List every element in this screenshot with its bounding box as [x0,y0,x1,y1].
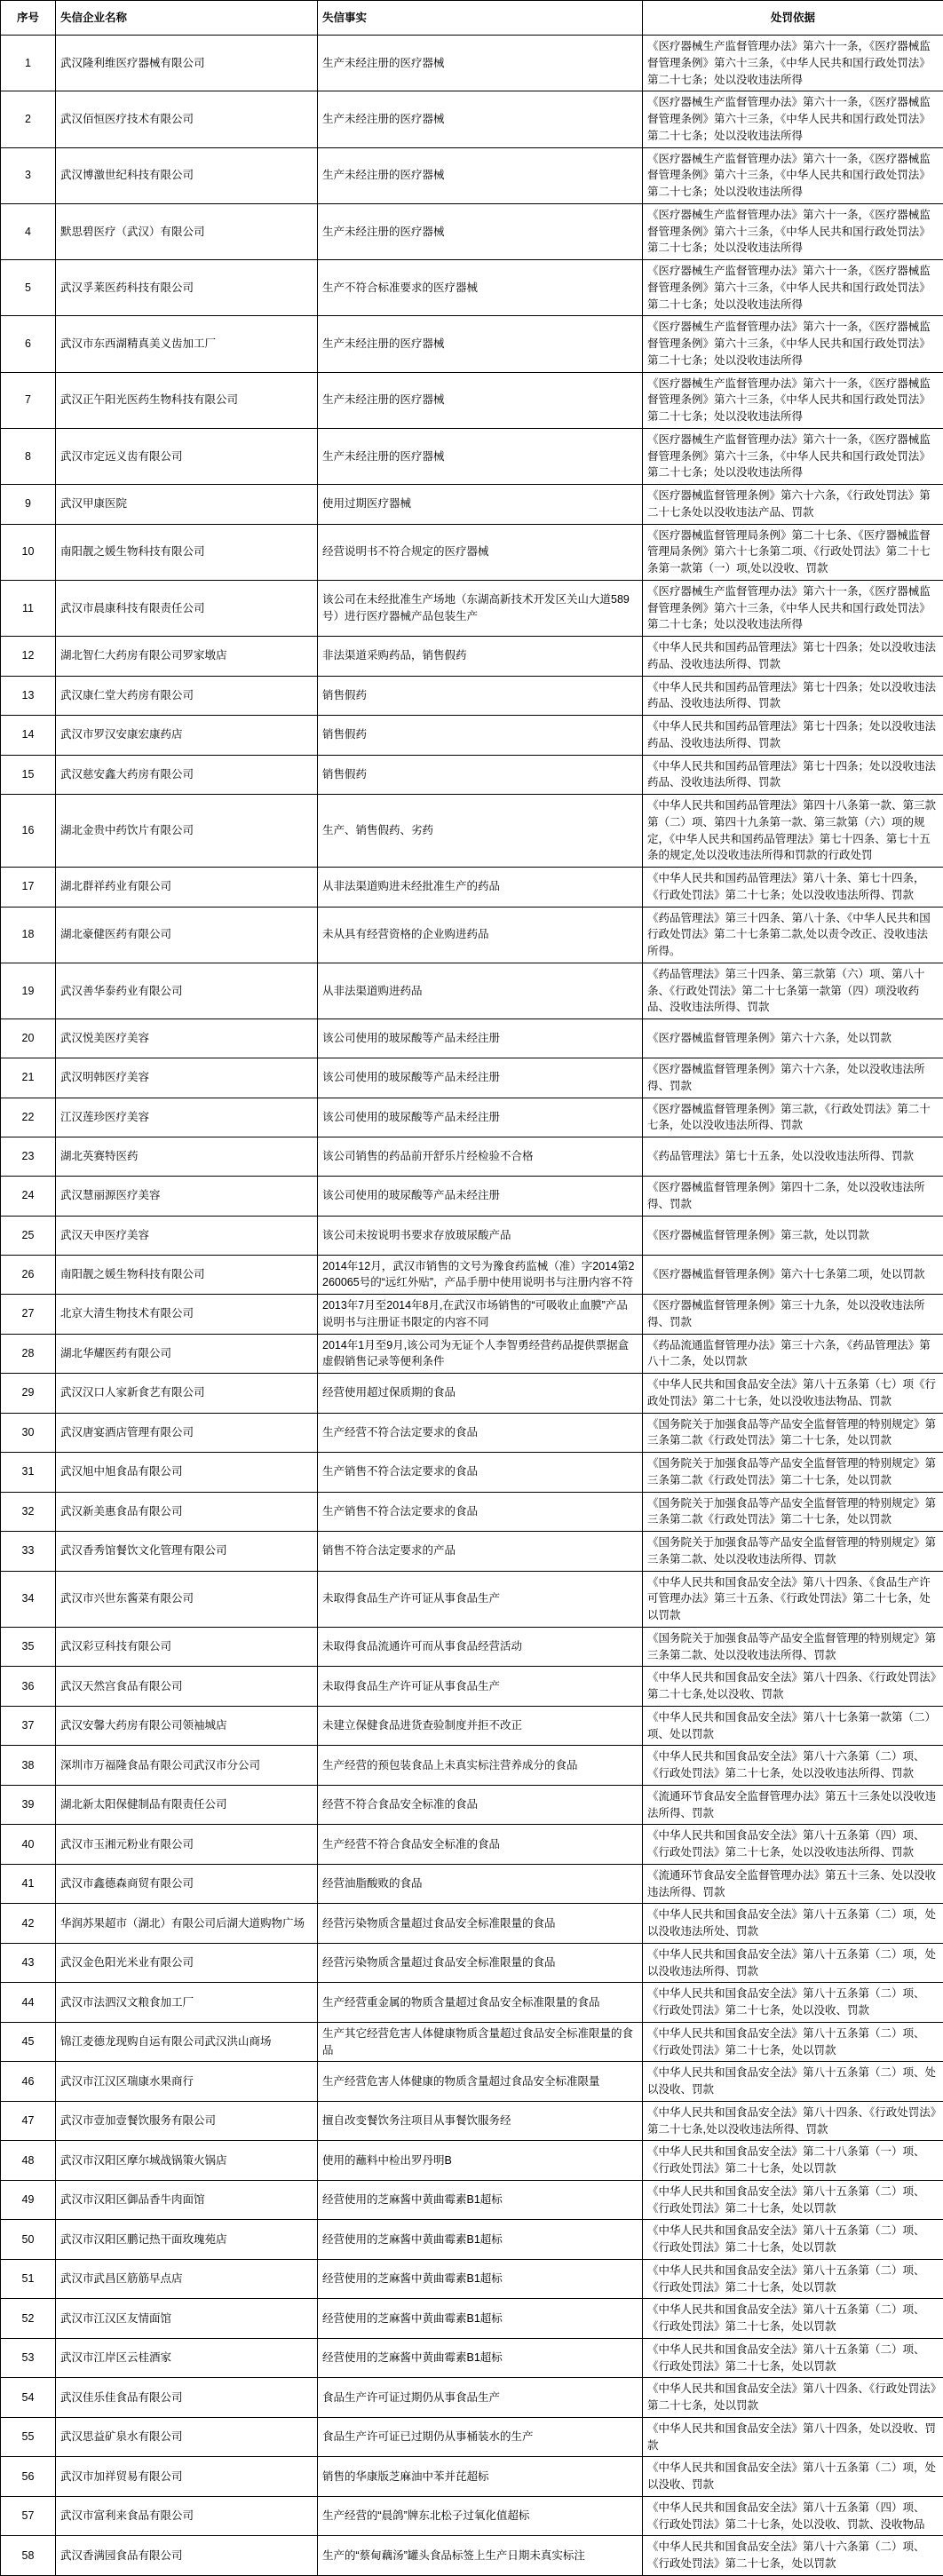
dishonest-fact-cell: 食品生产许可证过期仍从事食品生产 [318,2378,643,2418]
table-row [1,1334,943,1374]
company-name-cell: 武汉市法泗汉文粮食加工厂 [56,1983,318,2023]
dishonest-fact-cell: 从非法渠道购进药品 [318,963,643,1019]
row-number-cell: 32 [1,1492,56,1532]
table-row [1,147,943,203]
dishonest-fact-cell: 生产其它经营危害人体健康物质含量超过食品安全标准限量的食品 [318,2022,643,2062]
table-row [1,1706,943,1746]
penalty-basis-cell: 《流通环节食品安全监督管理办法》第五十三条处以没收违法所得、罚款 [643,1785,943,1825]
penalty-basis-cell: 《药品流通监督管理办法》第三十六条，《药品管理法》第八十二条，处以罚款 [643,1334,943,1374]
company-name-cell: 武汉康仁堂大药房有限公司 [56,676,318,716]
table-row [1,2180,943,2220]
table-row [1,1019,943,1058]
table-row [1,2299,943,2339]
dishonest-fact-cell: 生产经营重金属的物质含量超过食品安全标准限量的食品 [318,1983,643,2023]
table-row [1,1746,943,1786]
row-number-cell: 24 [1,1177,56,1217]
penalty-basis-cell: 《医疗器械生产监督管理办法》第六十一条，《医疗器械监督管理条例》第六十三条，《中华人民共和国行政处罚法》第二十七条；处以没收违法所得 [643,372,943,428]
dishonest-fact-cell: 生产未经注册的医疗器械 [318,203,643,259]
company-name-cell: 武汉隆利维医疗器械有限公司 [56,36,318,91]
dishonest-fact-cell: 生产未经注册的医疗器械 [318,147,643,203]
row-number-cell: 19 [1,963,56,1019]
company-name-cell: 湖北金贵中药饮片有限公司 [56,795,318,868]
row-number-cell: 37 [1,1706,56,1746]
header-dishonest-fact: 失信事实 [318,1,643,36]
company-name-cell: 武汉市富利来食品有限公司 [56,2496,318,2536]
penalty-basis-cell: 《医疗器械生产监督管理办法》第六十一条，《医疗器械监督管理条例》第六十三条，《中华人民共和国行政处罚法》第二十七条；处以没收违法所得 [643,260,943,316]
row-number-cell: 11 [1,580,56,636]
table-row [1,260,943,316]
company-name-cell: 武汉天申医疗美容 [56,1216,318,1255]
dishonest-fact-cell: 经营说明书不符合规定的医疗器械 [318,524,643,580]
penalty-basis-cell: 《医疗器械监督管理条例》第四十二条，处以没收违法所得、罚款 [643,1177,943,1217]
company-name-cell: 武汉市玉湘元粉业有限公司 [56,1825,318,1865]
dishonest-fact-cell: 该公司销售的药品前开舒乐片经检验不合格 [318,1137,643,1177]
company-name-cell: 武汉彩豆科技有限公司 [56,1627,318,1667]
row-number-cell: 22 [1,1098,56,1137]
table-row [1,1785,943,1825]
dishonest-fact-cell: 该公司在未经批准生产场地（东湖高新技术开发区关山大道589号）进行医疗器械产品包装生产 [318,580,643,636]
dishonest-fact-cell: 经营油脂酸败的食品 [318,1864,643,1904]
company-name-cell: 武汉市兴世东酱菜有限公司 [56,1571,318,1627]
row-number-cell: 57 [1,2496,56,2536]
dishonest-fact-cell: 经营使用的芝麻酱中黄曲霉素B1超标 [318,2299,643,2339]
penalty-basis-cell: 《医疗器械生产监督管理办法》第六十一条，《医疗器械监督管理条例》第六十三条，《中华人民共和国行政处罚法》第二十七条；处以没收违法所得 [643,580,943,636]
table-row [1,372,943,428]
row-number-cell: 35 [1,1627,56,1667]
company-name-cell: 武汉市江汉区友情面馆 [56,2299,318,2339]
table-row [1,428,943,484]
header-serial-number: 序号 [1,1,56,36]
penalty-basis-cell: 《中华人民共和国药品管理法》第八十条、第七十四条，《行政处罚法》第二十七条；处以没收违法所得、罚款 [643,868,943,908]
company-name-cell: 湖北豪健医药有限公司 [56,907,318,963]
table-row [1,716,943,756]
row-number-cell: 4 [1,203,56,259]
row-number-cell: 26 [1,1255,56,1295]
row-number-cell: 14 [1,716,56,756]
penalty-basis-cell: 《中华人民共和国药品管理法》第四十八条第一款、第三款第（二）项、第四十九条第一款、第三款第（六）项的规定，《中华人民共和国药品管理法》第七十四条、第七十五条的规定,处以没收违法所得和罚款的行政处罚 [643,795,943,868]
company-name-cell: 湖北智仁大药房有限公司罗家墩店 [56,637,318,677]
penalty-basis-cell: 《医疗器械生产监督管理办法》第六十一条，《医疗器械监督管理条例》第六十三条，《中华人民共和国行政处罚法》第二十七条；处以没收违法所得 [643,316,943,372]
table-row [1,2457,943,2497]
dishonest-fact-cell: 销售不符合法定要求的产品 [318,1532,643,1572]
company-name-cell: 武汉市东西湖精真美义齿加工厂 [56,316,318,372]
row-number-cell: 8 [1,428,56,484]
row-number-cell: 1 [1,36,56,91]
row-number-cell: 28 [1,1334,56,1374]
row-number-cell: 2 [1,91,56,147]
dishonest-fact-cell: 生产不符合标准要求的医疗器械 [318,260,643,316]
company-name-cell: 武汉香满园食品有限公司 [56,2536,318,2576]
penalty-basis-cell: 《中华人民共和国食品安全法》第八十五条第（二）项、《行政处罚法》第二十七条，处以罚款 [643,2338,943,2378]
row-number-cell: 43 [1,1943,56,1983]
row-number-cell: 51 [1,2259,56,2299]
dishonest-fact-cell: 2013年7月至2014年8月,在武汉市场销售的“可吸收止血膜”产品说明书与注册证书限定的内容不同 [318,1295,643,1335]
penalty-basis-cell: 《药品管理法》第三十四条、第三款第（六）项、第八十条、《行政处罚法》第二十七条第一款第（四）项没收药品、没收违法所得、罚款 [643,963,943,1019]
dishonest-fact-cell: 从非法渠道购进未经批准生产的药品 [318,868,643,908]
company-name-cell: 湖北华耀医药有限公司 [56,1334,318,1374]
row-number-cell: 44 [1,1983,56,2023]
header-penalty-basis: 处罚依据 [643,1,943,36]
dishonest-fact-cell: 未取得食品流通许可而从事食品经营活动 [318,1627,643,1667]
table-row [1,1532,943,1572]
penalty-basis-cell: 《医疗器械监督管理条例》第六十六条，处以罚款 [643,1019,943,1058]
table-row [1,2220,943,2260]
dishonest-fact-cell: 销售假药 [318,755,643,795]
dishonest-fact-cell: 生产未经注册的医疗器械 [318,316,643,372]
row-number-cell: 31 [1,1453,56,1493]
row-number-cell: 55 [1,2417,56,2457]
table-row [1,2378,943,2418]
row-number-cell: 41 [1,1864,56,1904]
penalty-basis-cell: 《中华人民共和国食品安全法》第八十四条、《行政处罚法》第二十七条,处以没收、罚款 [643,1667,943,1707]
table-row [1,1216,943,1255]
dishonest-fact-cell: 经营使用的芝麻酱中黄曲霉素B1超标 [318,2259,643,2299]
table-row [1,2259,943,2299]
table-row [1,2141,943,2181]
table-row [1,1983,943,2023]
penalty-basis-cell: 《国务院关于加强食品等产品安全监督管理的特别规定》第三条第二款、处以没收违法所得、罚款 [643,1532,943,1572]
company-name-cell: 武汉慧丽源医疗美容 [56,1177,318,1217]
penalty-basis-cell: 《流通环节食品安全监督管理办法》第五十三条、处以没收违法所得、罚款 [643,1864,943,1904]
penalty-basis-cell: 《中华人民共和国食品安全法》第八十五条第（二）项，处以没收、罚款 [643,2457,943,2497]
table-row [1,2496,943,2536]
row-number-cell: 10 [1,524,56,580]
dishonest-fact-cell: 生产未经注册的医疗器械 [318,372,643,428]
company-name-cell: 锦江麦德龙现购自运有限公司武汉洪山商场 [56,2022,318,2062]
table-row [1,316,943,372]
dishonest-fact-cell: 该公司使用的玻尿酸等产品未经注册 [318,1058,643,1098]
table-row [1,637,943,677]
table-row [1,1667,943,1707]
company-name-cell: 武汉慈安鑫大药房有限公司 [56,755,318,795]
penalty-basis-cell: 《医疗器械监督管理条例》第三款，《行政处罚法》第二十七条，处以没收违法所得、罚款 [643,1098,943,1137]
penalty-basis-cell: 《中华人民共和国食品安全法》第八十四条、《行政处罚法》第二十七条,处以没收违法所得、罚款 [643,2101,943,2141]
row-number-cell: 9 [1,485,56,525]
penalty-basis-cell: 《中华人民共和国食品安全法》第八十五条第（四）项、《行政处罚法》第二十七条，处以没收、罚款、没收物品 [643,2496,943,2536]
table-row [1,2062,943,2102]
company-name-cell: 武汉佰恒医疗技术有限公司 [56,91,318,147]
table-row [1,203,943,259]
company-name-cell: 武汉市晨康科技有限责任公司 [56,580,318,636]
row-number-cell: 29 [1,1374,56,1414]
table-row [1,1137,943,1177]
dishonest-fact-cell: 经营使用的芝麻酱中黄曲霉素B1超标 [318,2180,643,2220]
penalty-basis-cell: 《中华人民共和国食品安全法》第八十六条第（二）项、《行政处罚法》第二十七条，处以没收违法所得、罚款 [643,1746,943,1786]
row-number-cell: 6 [1,316,56,372]
row-number-cell: 40 [1,1825,56,1865]
company-name-cell: 武汉佳乐佳食品有限公司 [56,2378,318,2418]
company-name-cell: 武汉市江汉区瑞康水果商行 [56,2062,318,2102]
dishonest-fact-cell: 生产经营的预包装食品上未真实标注营养成分的食品 [318,1746,643,1786]
penalty-basis-cell: 《中华人民共和国药品管理法》第七十四条；处以没收违法药品、没收违法所得、罚款 [643,637,943,677]
company-name-cell: 湖北英赛特医药 [56,1137,318,1177]
company-name-cell: 武汉甲康医院 [56,485,318,525]
company-name-cell: 深圳市万福隆食品有限公司武汉市分公司 [56,1746,318,1786]
table-row [1,1413,943,1453]
dishonest-fact-cell: 该公司未按说明书要求存放玻尿酸产品 [318,1216,643,1255]
row-number-cell: 45 [1,2022,56,2062]
table-body [1,36,943,2576]
row-number-cell: 48 [1,2141,56,2181]
row-number-cell: 42 [1,1904,56,1944]
penalty-basis-cell: 《中华人民共和国食品安全法》第八十五条第（二）项、《行政处罚法》第二十七条，处以罚款 [643,2022,943,2062]
table-row [1,91,943,147]
company-name-cell: 武汉旭中旭食品有限公司 [56,1453,318,1493]
penalty-basis-cell: 《国务院关于加强食品等产品安全监督管理的特别规定》第三条第二款《行政处罚法》第二十七条，处以罚款 [643,1492,943,1532]
penalty-basis-cell: 《中华人民共和国食品安全法》第八十五条第（二）项、《行政处罚法》第二十七条，处以罚款 [643,2299,943,2339]
dishonest-fact-cell: 销售假药 [318,716,643,756]
dishonest-fact-cell: 生产经营不符合食品安全标准的食品 [318,1825,643,1865]
company-name-cell: 武汉金色阳光米业有限公司 [56,1943,318,1983]
penalty-basis-cell: 《药品管理法》第七十五条，处以没收违法所得、罚款 [643,1137,943,1177]
table-row [1,2022,943,2062]
dishonest-fact-cell: 生产销售不符合法定要求的食品 [318,1492,643,1532]
company-name-cell: 武汉市汉阳区御品香牛肉面馆 [56,2180,318,2220]
row-number-cell: 49 [1,2180,56,2220]
dishonest-fact-cell: 生产销售不符合法定要求的食品 [318,1453,643,1493]
penalty-basis-cell: 《医疗器械生产监督管理办法》第六十一条，《医疗器械监督管理条例》第六十三条，《中华人民共和国行政处罚法》第二十七条；处以没收违法所得 [643,147,943,203]
row-number-cell: 20 [1,1019,56,1058]
table-row [1,2536,943,2576]
table-row [1,2338,943,2378]
table-row [1,1627,943,1667]
dishonest-fact-cell: 经营不符合食品安全标准的食品 [318,1785,643,1825]
penalty-basis-cell: 《国务院关于加强食品等产品安全监督管理的特别规定》第三条第二款、处以没收违法所得、罚款 [643,1627,943,1667]
dishonest-fact-cell: 擅自改变餐饮务注项目从事餐饮服务经 [318,2101,643,2141]
dishonest-fact-cell: 生产经营危害人体健康的物质含量超过食品安全标准限量 [318,2062,643,2102]
table-row [1,755,943,795]
company-name-cell: 武汉市汉阳区摩尔城战锅策火锅店 [56,2141,318,2181]
row-number-cell: 13 [1,676,56,716]
company-name-cell: 湖北群祥药业有限公司 [56,868,318,908]
table-row [1,1295,943,1335]
penalty-basis-cell: 《医疗器械监督管理条例》第三十九条，处以没收违法所得、罚款 [643,1295,943,1335]
row-number-cell: 21 [1,1058,56,1098]
row-number-cell: 50 [1,2220,56,2260]
penalty-basis-cell: 《医疗器械生产监督管理办法》第六十一条，《医疗器械监督管理条例》第六十三条，《中华人民共和国行政处罚法》第二十七条；处以没收违法所得 [643,91,943,147]
company-name-cell: 武汉市汉阳区鹏记热干面玫瑰苑店 [56,2220,318,2260]
penalty-basis-cell: 《中华人民共和国食品安全法》第八十四条、《食品生产许可管理办法》第三十五条、《行政处罚法》第二十七条，处以罚款 [643,1571,943,1627]
company-name-cell: 湖北新太阳保健制品有限责任公司 [56,1785,318,1825]
penalty-basis-cell: 《中华人民共和国食品安全法》第八十四条、《行政处罚法》第二十七条，处以罚款 [643,2378,943,2418]
row-number-cell: 58 [1,2536,56,2576]
penalty-basis-cell: 《中华人民共和国食品安全法》第八十五条第（二）项、《行政处罚法》第二十七条，处以罚款 [643,2180,943,2220]
table-row [1,580,943,636]
penalty-basis-cell: 《医疗器械生产监督管理办法》第六十一条，《医疗器械监督管理条例》第六十三条，《中华人民共和国行政处罚法》第二十七条；处以没收违法所得 [643,36,943,91]
dishonest-fact-cell: 未取得食品生产许可证从事食品生产 [318,1667,643,1707]
penalty-basis-cell: 《医疗器械监督管理条例》第六十七条第二项，处以罚款 [643,1255,943,1295]
company-name-cell: 南阳靓之媛生物科技有限公司 [56,1255,318,1295]
table-row [1,1374,943,1414]
row-number-cell: 53 [1,2338,56,2378]
table-row [1,1453,943,1493]
row-number-cell: 15 [1,755,56,795]
table-row [1,1492,943,1532]
table-row [1,676,943,716]
table-row [1,36,943,91]
penalty-basis-cell: 《医疗器械生产监督管理办法》第六十一条，《医疗器械监督管理条例》第六十三条，《中华人民共和国行政处罚法》第二十七条；处以没收违法所得 [643,428,943,484]
dishonest-fact-cell: 食品生产许可证已过期仍从事桶装水的生产 [318,2417,643,2457]
company-name-cell: 华润苏果超市（湖北）有限公司后湖大道购物广场 [56,1904,318,1944]
row-number-cell: 34 [1,1571,56,1627]
row-number-cell: 46 [1,2062,56,2102]
dishonest-fact-cell: 生产未经注册的医疗器械 [318,36,643,91]
penalty-basis-cell: 《国务院关于加强食品等产品安全监督管理的特别规定》第三条第二款《行政处罚法》第二十七条，处以罚款 [643,1453,943,1493]
company-name-cell: 武汉正午阳光医药生物科技有限公司 [56,372,318,428]
dishonest-fact-cell: 生产、销售假药、劣药 [318,795,643,868]
company-name-cell: 武汉博激世纪科技有限公司 [56,147,318,203]
company-name-cell: 默思碧医疗（武汉）有限公司 [56,203,318,259]
company-name-cell: 武汉悦美医疗美容 [56,1019,318,1058]
penalty-basis-cell: 《中华人民共和国食品安全法》第八十五条第（二）项、《行政处罚法》第二十七条，处以罚款 [643,2259,943,2299]
penalty-basis-cell: 《中华人民共和国食品安全法》第八十五条第（二）项，处以没收违法所得、罚款 [643,1943,943,1983]
dishonest-fact-cell: 未取得食品生产许可证从事食品生产 [318,1571,643,1627]
dishonest-fact-cell: 销售假药 [318,676,643,716]
company-name-cell: 武汉善华泰药业有限公司 [56,963,318,1019]
penalty-basis-cell: 《国务院关于加强食品等产品安全监督管理的特别规定》第三条第二款《行政处罚法》第二十七条，处以罚款 [643,1413,943,1453]
penalty-basis-cell: 《中华人民共和国食品安全法》第八十五条第（二）项、《行政处罚法》第二十七条，处以罚款 [643,2220,943,2260]
company-name-cell: 江汉莲珍医疗美容 [56,1098,318,1137]
table-row [1,868,943,908]
dishonest-fact-cell: 经营污染物质含量超过食品安全标准限量的食品 [318,1943,643,1983]
table-row [1,1098,943,1137]
company-name-cell: 武汉孚莱医药科技有限公司 [56,260,318,316]
company-name-cell: 武汉市鑫德森商贸有限公司 [56,1864,318,1904]
row-number-cell: 30 [1,1413,56,1453]
dishonest-fact-cell: 2014年1月至9月,该公司为无证个人李智勇经营药品提供票据盒虚假销售记录等便利条件 [318,1334,643,1374]
row-number-cell: 16 [1,795,56,868]
row-number-cell: 3 [1,147,56,203]
penalty-basis-cell: 《医疗器械监督管理条例》第六十六条，处以没收违法所得、罚款 [643,1058,943,1098]
penalty-basis-cell: 《中华人民共和国食品安全法》第八十五条第（二）项、《行政处罚法》第二十七条，处以没收、罚款 [643,1983,943,2023]
dishonest-fact-cell: 该公司使用的玻尿酸等产品未经注册 [318,1177,643,1217]
header-company-name: 失信企业名称 [56,1,318,36]
row-number-cell: 33 [1,1532,56,1572]
dishonest-fact-cell: 未建立保健食品进货查验制度并拒不改正 [318,1706,643,1746]
dishonest-fact-cell: 经营污染物质含量超过食品安全标准限量的食品 [318,1904,643,1944]
table-row [1,1904,943,1944]
penalty-basis-cell: 《医疗器械监督管理条例》第三款，处以罚款 [643,1216,943,1255]
company-name-cell: 武汉新美惠食品有限公司 [56,1492,318,1532]
company-name-cell: 武汉香秀馆餐饮文化管理有限公司 [56,1532,318,1572]
row-number-cell: 12 [1,637,56,677]
dishonest-fact-cell: 非法渠道采购药品，销售假药 [318,637,643,677]
dishonest-fact-cell: 经营使用的芝麻酱中黄曲霉素B1超标 [318,2220,643,2260]
table-row [1,1058,943,1098]
table-row [1,1571,943,1627]
row-number-cell: 5 [1,260,56,316]
penalty-basis-cell: 《中华人民共和国食品安全法》第八十四条，处以没收、罚款 [643,2417,943,2457]
company-name-cell: 武汉市壹加壹餐饮服务有限公司 [56,2101,318,2141]
company-name-cell: 武汉天然宫食品有限公司 [56,1667,318,1707]
table-row [1,795,943,868]
penalty-basis-cell: 《医疗器械监督管理条例》第六十六条，《行政处罚法》第二十七条处以没收违法产品、罚款 [643,485,943,525]
dishonest-fact-cell: 销售的华康版芝麻油中苯并芘超标 [318,2457,643,2497]
penalty-basis-cell: 《中华人民共和国食品安全法》第二十八条第（一）项、《行政处罚法》第二十七条，处以罚款 [643,2141,943,2181]
company-name-cell: 武汉市定远义齿有限公司 [56,428,318,484]
penalty-basis-cell: 《中华人民共和国食品安全法》第八十五条第（二）项，处以没收违法所处、罚款 [643,1904,943,1944]
penalty-basis-cell: 《医疗器械监督管理局条例》第二十七条、《医疗器械监督管理局条例》第六十七条第二项、《行政处罚法》第二十七条第一款第（一）项,处以没收、罚款 [643,524,943,580]
row-number-cell: 47 [1,2101,56,2141]
row-number-cell: 39 [1,1785,56,1825]
company-name-cell: 武汉安馨大药房有限公司领袖城店 [56,1706,318,1746]
row-number-cell: 36 [1,1667,56,1707]
row-number-cell: 52 [1,2299,56,2339]
dishonest-fact-cell: 生产经营的“晨鸽”牌东北松子过氧化值超标 [318,2496,643,2536]
penalty-basis-cell: 《中华人民共和国食品安全法》第八十七条第一款第（二）项、处以罚款 [643,1706,943,1746]
penalty-basis-cell: 《中华人民共和国食品安全法》第八十五条第（七）项《行政处罚法》第二十七条，处以没收违法物品、罚款 [643,1374,943,1414]
dishonest-fact-cell: 经营使用的芝麻酱中黄曲霉素B1超标 [318,2338,643,2378]
row-number-cell: 18 [1,907,56,963]
dishonest-fact-cell: 使用的蘸料中检出罗丹明B [318,2141,643,2181]
penalty-basis-cell: 《药品管理法》第三十四条、第八十条、《中华人民共和国行政处罚法》第二十七条第二款,处以责令改正、没收违法所得。 [643,907,943,963]
header-row [1,1,943,36]
row-number-cell: 17 [1,868,56,908]
dishonest-fact-cell: 该公司使用的玻尿酸等产品未经注册 [318,1098,643,1137]
company-name-cell: 武汉市武昌区筋筋早点店 [56,2259,318,2299]
company-name-cell: 南阳靓之媛生物科技有限公司 [56,524,318,580]
table-row [1,1864,943,1904]
row-number-cell: 7 [1,372,56,428]
company-name-cell: 武汉汉口人家新食艺有限公司 [56,1374,318,1414]
penalty-basis-cell: 《中华人民共和国食品安全法》第八十六条第（二）项、《行政处罚法》第二十七条，处以罚款 [643,2536,943,2576]
row-number-cell: 25 [1,1216,56,1255]
table-row [1,1255,943,1295]
penalty-basis-cell: 《中华人民共和国药品管理法》第七十四条；处以没收违法药品、没收违法所得、罚款 [643,755,943,795]
company-name-cell: 北京大清生物技术有限公司 [56,1295,318,1335]
dishonest-fact-cell: 生产未经注册的医疗器械 [318,91,643,147]
penalty-basis-cell: 《中华人民共和国药品管理法》第七十四条；处以没收违法药品、没收违法所得、罚款 [643,716,943,756]
penalty-basis-cell: 《医疗器械生产监督管理办法》第六十一条，《医疗器械监督管理条例》第六十三条，《中华人民共和国行政处罚法》第二十七条；处以没收违法所得 [643,203,943,259]
penalty-basis-cell: 《中华人民共和国食品安全法》第八十五条第（二）项、处以没收、罚款 [643,2062,943,2102]
table-header [1,1,943,36]
penalty-basis-cell: 《中华人民共和国食品安全法》第八十五条第（四）项、《行政处罚法》第二十七条，处以没收违法所得、罚款 [643,1825,943,1865]
table-row [1,963,943,1019]
row-number-cell: 27 [1,1295,56,1335]
company-name-cell: 武汉市加祥贸易有限公司 [56,2457,318,2497]
row-number-cell: 38 [1,1746,56,1786]
dishonest-fact-cell: 使用过期医疗器械 [318,485,643,525]
row-number-cell: 23 [1,1137,56,1177]
table-row [1,2417,943,2457]
table-row [1,1177,943,1217]
dishonest-fact-cell: 2014年12月，武汉市销售的文号为豫食药监械（准）字2014第2260065号的“远红外贴”，产品手册中使用说明书与注册内容不符 [318,1255,643,1295]
dishonest-fact-cell: 生产的“蔡甸藕汤”罐头食品标签上生产日期未真实标注 [318,2536,643,2576]
table-row [1,1825,943,1865]
penalty-basis-cell: 《中华人民共和国药品管理法》第七十四条；处以没收违法药品、没收违法所得、罚款 [643,676,943,716]
company-name-cell: 武汉市江岸区云桂酒家 [56,2338,318,2378]
company-name-cell: 武汉明韩医疗美容 [56,1058,318,1098]
company-name-cell: 武汉唐宴酒店管理有限公司 [56,1413,318,1453]
dishonest-fact-cell: 未从具有经营资格的企业购进药品 [318,907,643,963]
row-number-cell: 56 [1,2457,56,2497]
dishonest-fact-cell: 生产经营不符合法定要求的食品 [318,1413,643,1453]
table-row [1,2101,943,2141]
company-name-cell: 武汉思益矿泉水有限公司 [56,2417,318,2457]
table-row [1,485,943,525]
table-row [1,524,943,580]
table-row [1,1943,943,1983]
row-number-cell: 54 [1,2378,56,2418]
dishonest-fact-cell: 该公司使用的玻尿酸等产品未经注册 [318,1019,643,1058]
dishonest-fact-cell: 经营使用超过保质期的食品 [318,1374,643,1414]
company-name-cell: 武汉市罗汉安康宏康药店 [56,716,318,756]
table-row [1,907,943,963]
dishonest-fact-cell: 生产未经注册的医疗器械 [318,428,643,484]
